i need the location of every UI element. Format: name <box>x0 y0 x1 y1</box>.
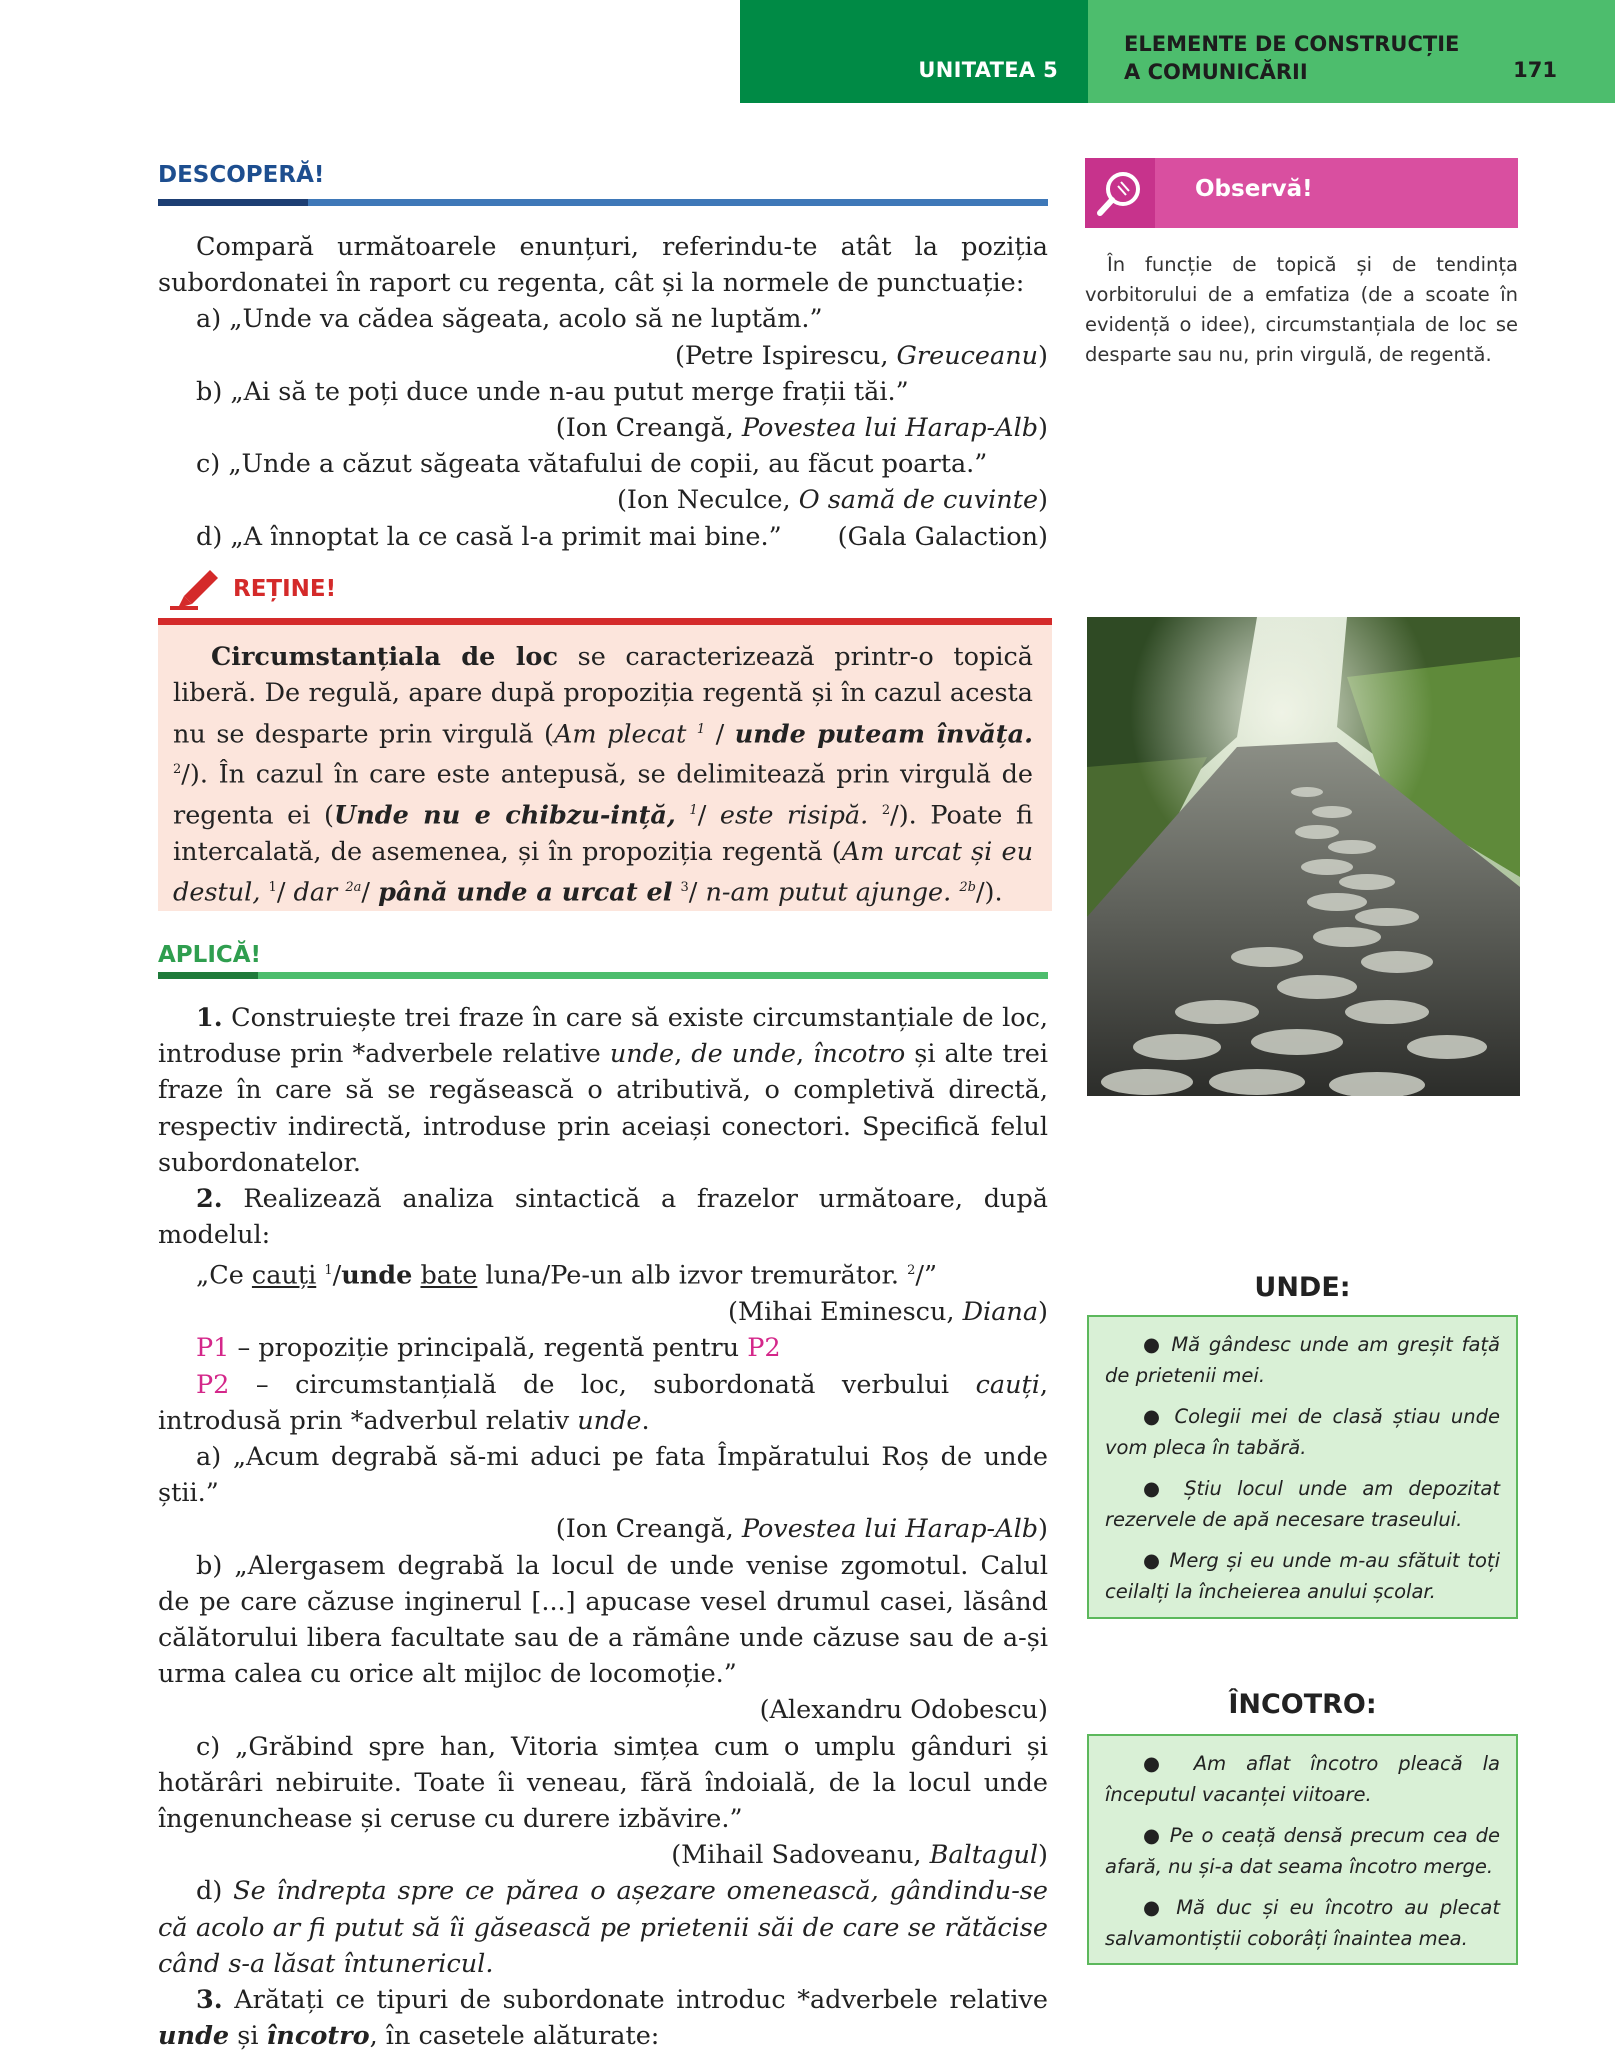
example-b: b) „Ai să te poți duce unde n-au putut merge frații tăi.” <box>196 376 909 407</box>
source-work: O samă de cuvinte <box>798 485 1039 516</box>
retine-text: Circumstanțiala de loc se caracterizează printr-o topică liberă. De regulă, apare după propoziția regentă și în cazul acesta nu se desparte prin virgulă (Am plecat $^1$ / unde puteam învăța. $^2$/). În cazul în care este antepusă, se delimitează prin virgulă de regenta ei (Unde nu e chibzu-ință, $^1$/ este risipă. $^2$/). Poate fi intercalată, de asemenea, și în propoziția regentă (Am urcat și eu destul, $^1$/ dar $^{2a}$/ până unde a urcat el $^3$/ n-am putut ajunge. $^{2b}$/). <box>173 642 1034 908</box>
source-work: Povestea lui Harap-Alb <box>741 1514 1039 1545</box>
descopera-text <box>158 229 1048 555</box>
observa-text-content: În funcție de topică și de tendința vorbitorului de a emfatiza (de a scoate în evidență o idee), circumstanțiala de loc se desparte sau nu, prin virgulă, de regentă. <box>1085 253 1518 366</box>
incotro-example: ● Am aflat încotro pleacă la începutul vacanței viitoare. <box>1105 1752 1500 1806</box>
header-unit-block <box>740 0 1088 103</box>
source-author: (Mihai Eminescu, <box>728 1297 963 1328</box>
chapter-title-line1: ELEMENTE DE CONSTRUCȚIE <box>1124 32 1460 56</box>
example-a-source: (Petre Ispirescu, Greuceanu) <box>674 340 1048 371</box>
source-work: Povestea lui Harap-Alb <box>741 413 1039 444</box>
example-c-source: (Ion Neculce, O samă de cuvinte) <box>616 485 1048 516</box>
exercise-2-model: „Ce cauți $^1$/unde bate luna/Pe-un alb izvor tremurător. $^2$/” <box>196 1260 937 1291</box>
exercise-2-b: b) „Alergasem degrabă la locul de unde venise zgomotul. Calul de pe care căzuse inginerul [...] apucase vesel drumul casei, lăsând călătorului libera facultate sau de a rămâne unde căzuse sau de a-și urma calea cu orice alt mijloc de locomoție.” <box>158 1550 1048 1690</box>
exercise-2-c-source: (Mihail Sadoveanu, Baltagul) <box>671 1840 1048 1871</box>
retine-title: REȚINE! <box>233 576 337 602</box>
aplica-underline <box>158 972 1048 979</box>
source-work: Baltagul <box>929 1840 1039 1871</box>
unde-box <box>1087 1315 1518 1619</box>
model-p1: P1 – propoziție principală, regentă pentru P2 <box>196 1333 781 1364</box>
exercise-1: 1. Construiește trei fraze în care să existe circumstanțiale de loc, introduse prin *adverbele relative unde, de unde, încotro și alte trei fraze în care să se regăsească o atributivă, o completivă directă, respectiv indirectă, introduse prin aceiași conectori. Specifică felul subordonatelor. <box>158 1003 1048 1178</box>
unde-example: ● Mă gândesc unde am greșit față de prietenii mei. <box>1105 1333 1500 1387</box>
model-p2: P2 – circumstanțială de loc, subordonată verbului cauți, introdusă prin *adverbul relativ unde. <box>158 1369 1048 1436</box>
observa-text <box>1085 250 1518 370</box>
exercise-2-d: d) Se îndrepta spre ce părea o așezare omenească, gândindu-se că acolo ar fi putut să îi găsească pe prietenii săi de care se rătăcise când s-a lăsat întunericul. <box>158 1876 1048 1979</box>
source-author: (Petre Ispirescu, <box>674 340 897 371</box>
descopera-underline <box>158 199 1048 206</box>
chapter-title <box>1124 30 1459 86</box>
source-author: (Ion Creangă, <box>555 1514 742 1545</box>
header-title-block <box>1088 0 1615 103</box>
incotro-example: ● Pe o ceață densă precum cea de afară, nu și-a dat seama încotro merge. <box>1105 1824 1500 1878</box>
chapter-title-line2: A COMUNICĂRII <box>1124 60 1308 84</box>
source-author: (Ion Creangă, <box>555 413 742 444</box>
observa-title: Observă! <box>1195 176 1313 202</box>
aplica-text <box>158 1000 1048 2054</box>
exercise-3: 3. Arătați ce tipuri de subordonate introduc *adverbele relative unde și încotro, în casetele alăturate: <box>158 1984 1048 2052</box>
exercise-2-c: c) „Grăbind spre han, Vitoria simțea cum o umplu gânduri și hotărâri nebiruite. Toate îi veneau, fără îndoială, de la locul unde îngenunchease și ceruse cu durere izbăvire.” <box>158 1731 1048 1834</box>
example-d-source: (Gala Galaction) <box>837 521 1048 552</box>
unde-example: ● Merg și eu unde m-au sfătuit toți ceilalți la încheierea anului școlar. <box>1105 1549 1500 1603</box>
example-b-source: (Ion Creangă, Povestea lui Harap-Alb) <box>555 413 1048 444</box>
unde-example: ● Știu locul unde am depozitat rezervele de apă necesare traseului. <box>1105 1477 1500 1531</box>
exercise-2-a: a) „Acum degrabă să-mi aduci pe fata Împăratului Roș de unde știi.” <box>158 1441 1048 1509</box>
unde-heading: UNDE: <box>1254 1272 1351 1303</box>
unit-label: UNITATEA 5 <box>918 58 1058 82</box>
example-a: a) „Unde va cădea săgeata, acolo să ne luptăm.” <box>196 304 823 335</box>
unde-example: ● Colegii mei de clasă știau unde vom pleca în tabără. <box>1105 1405 1500 1459</box>
page-number: 171 <box>1513 58 1557 82</box>
exercise-2-model-source: (Mihai Eminescu, Diana) <box>728 1297 1048 1328</box>
incotro-example: ● Mă duc și eu încotro au plecat salvamontiștii coborâți înaintea mea. <box>1105 1896 1500 1950</box>
example-c: c) „Unde a căzut săgeata vătafului de copii, au făcut poarta.” <box>196 449 988 480</box>
source-work: Greuceanu <box>896 340 1039 371</box>
retine-box <box>158 625 1052 911</box>
exercise-2-a-source: (Ion Creangă, Povestea lui Harap-Alb) <box>555 1514 1048 1545</box>
incotro-heading: ÎNCOTRO: <box>1228 1689 1377 1720</box>
incotro-box <box>1087 1734 1518 1965</box>
example-d <box>158 519 1048 555</box>
example-d-text: d) „A înnoptat la ce casă l-a primit mai bine.” <box>196 521 782 552</box>
descopera-intro: Compară următoarele enunțuri, referindu-te atât la poziția subordonatei în raport cu regenta, cât și la normele de punctuație: <box>158 232 1048 299</box>
source-author: (Mihail Sadoveanu, <box>671 1840 930 1871</box>
retine-underline <box>158 618 1052 625</box>
stone-path-photo <box>1087 617 1520 1096</box>
aplica-title: APLICĂ! <box>158 942 262 968</box>
exercise-2-b-source: (Alexandru Odobescu) <box>759 1695 1048 1726</box>
source-author: (Ion Neculce, <box>616 485 799 516</box>
descopera-title: DESCOPERĂ! <box>158 162 325 188</box>
source-work: Diana <box>962 1297 1039 1328</box>
exercise-2: 2. Realizează analiza sintactică a frazelor următoare, după modelul: <box>158 1184 1048 1251</box>
pencil-icon <box>170 564 222 610</box>
magnifier-icon <box>1085 158 1155 228</box>
